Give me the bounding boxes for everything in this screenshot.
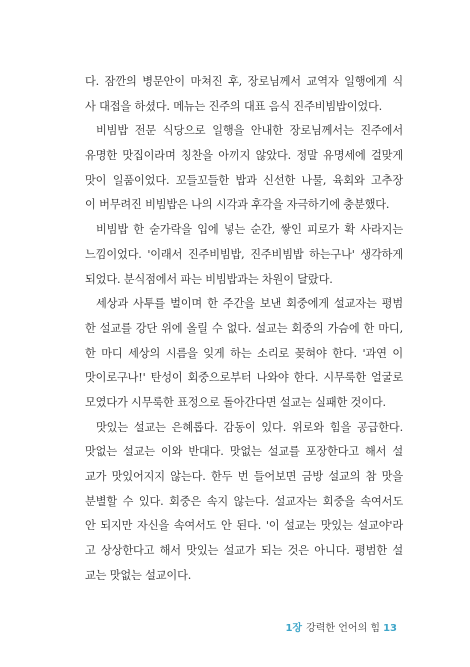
- paragraph: [85, 119, 403, 218]
- paragraph: [85, 292, 403, 415]
- text-line: 비빔밥 전문 식당으로 일행을 안내한 장로님께서는 진주에서: [96, 124, 403, 138]
- page-footer: [285, 619, 397, 634]
- text-line: 안 되지만 자신을 속여서도 안 된다. '이 설교는 맛있는 설교야'라: [85, 519, 403, 533]
- text-line: 맛없는 설교는 이와 반대다. 맛없는 설교를 포장한다고 해서 설: [85, 445, 403, 459]
- text-line: 고 상상한다고 해서 맛있는 설교가 되는 것은 아니다. 평범한 설: [85, 544, 403, 558]
- text-line: 되었다. 분식점에서 파는 비빔밥과는 차원이 달랐다.: [85, 272, 333, 286]
- text-line: 교는 맛없는 설교이다.: [85, 568, 192, 582]
- body-text: [85, 70, 403, 588]
- text-line: 교가 맛있어지지 않는다. 한두 번 들어보면 금방 설교의 참 맛을: [85, 470, 403, 483]
- text-line: 맛이로구나!' 탄성이 회중으로부터 나와야 한다. 시무룩한 얼굴로: [85, 371, 403, 385]
- text-line: 분별할 수 있다. 회중은 속지 않는다. 설교자는 회중을 속여서도: [85, 494, 403, 508]
- text-line: 비빔밥 한 숟가락을 입에 넣는 순간, 쌓인 피로가 확 사라지는: [96, 223, 403, 237]
- page-number: 13: [383, 623, 397, 634]
- chapter-label: 1장: [285, 623, 303, 634]
- text-line: 맛있는 설교는 은혜롭다. 감동이 있다. 위로와 힘을 공급한다.: [96, 420, 403, 434]
- text-line: 세상과 사투를 벌이며 한 주간을 보낸 회중에게 설교자는 평범: [96, 297, 403, 311]
- text-line: 이 버무려진 비빔밥은 나의 시각과 후각을 자극하기에 충분했다.: [85, 198, 390, 212]
- paragraph: [85, 70, 403, 119]
- text-line: 한 마디 세상의 시름을 잊게 하는 소리로 꽂혀야 한다. '과연 이: [85, 346, 403, 360]
- paragraph: [85, 416, 403, 589]
- text-line: 사 대접을 하셨다. 메뉴는 진주의 대표 음식 진주비빔밥이었다.: [85, 99, 383, 113]
- text-line: 다. 잠깐의 병문안이 마쳐진 후, 장로님께서 교역자 일행에게 식: [85, 75, 403, 88]
- text-line: 유명한 맛집이라며 칭찬을 아끼지 않았다. 정말 유명세에 걸맞게: [85, 149, 403, 163]
- text-line: 모였다가 시무룩한 표정으로 돌아간다면 설교는 실패한 것이다.: [85, 395, 386, 409]
- text-line: 느낌이었다. '이래서 진주비빔밥, 진주비빔밥 하는구나' 생각하게: [85, 247, 403, 261]
- paragraph: [85, 218, 403, 292]
- chapter-title: 강력한 언어의 힘: [306, 623, 381, 634]
- text-line: 맛이 일품이었다. 꼬들꼬들한 밥과 신선한 나물, 육회와 고추장: [85, 173, 403, 187]
- text-line: 한 설교를 강단 위에 올릴 수 없다. 설교는 회중의 가슴에 한 마디,: [85, 321, 403, 335]
